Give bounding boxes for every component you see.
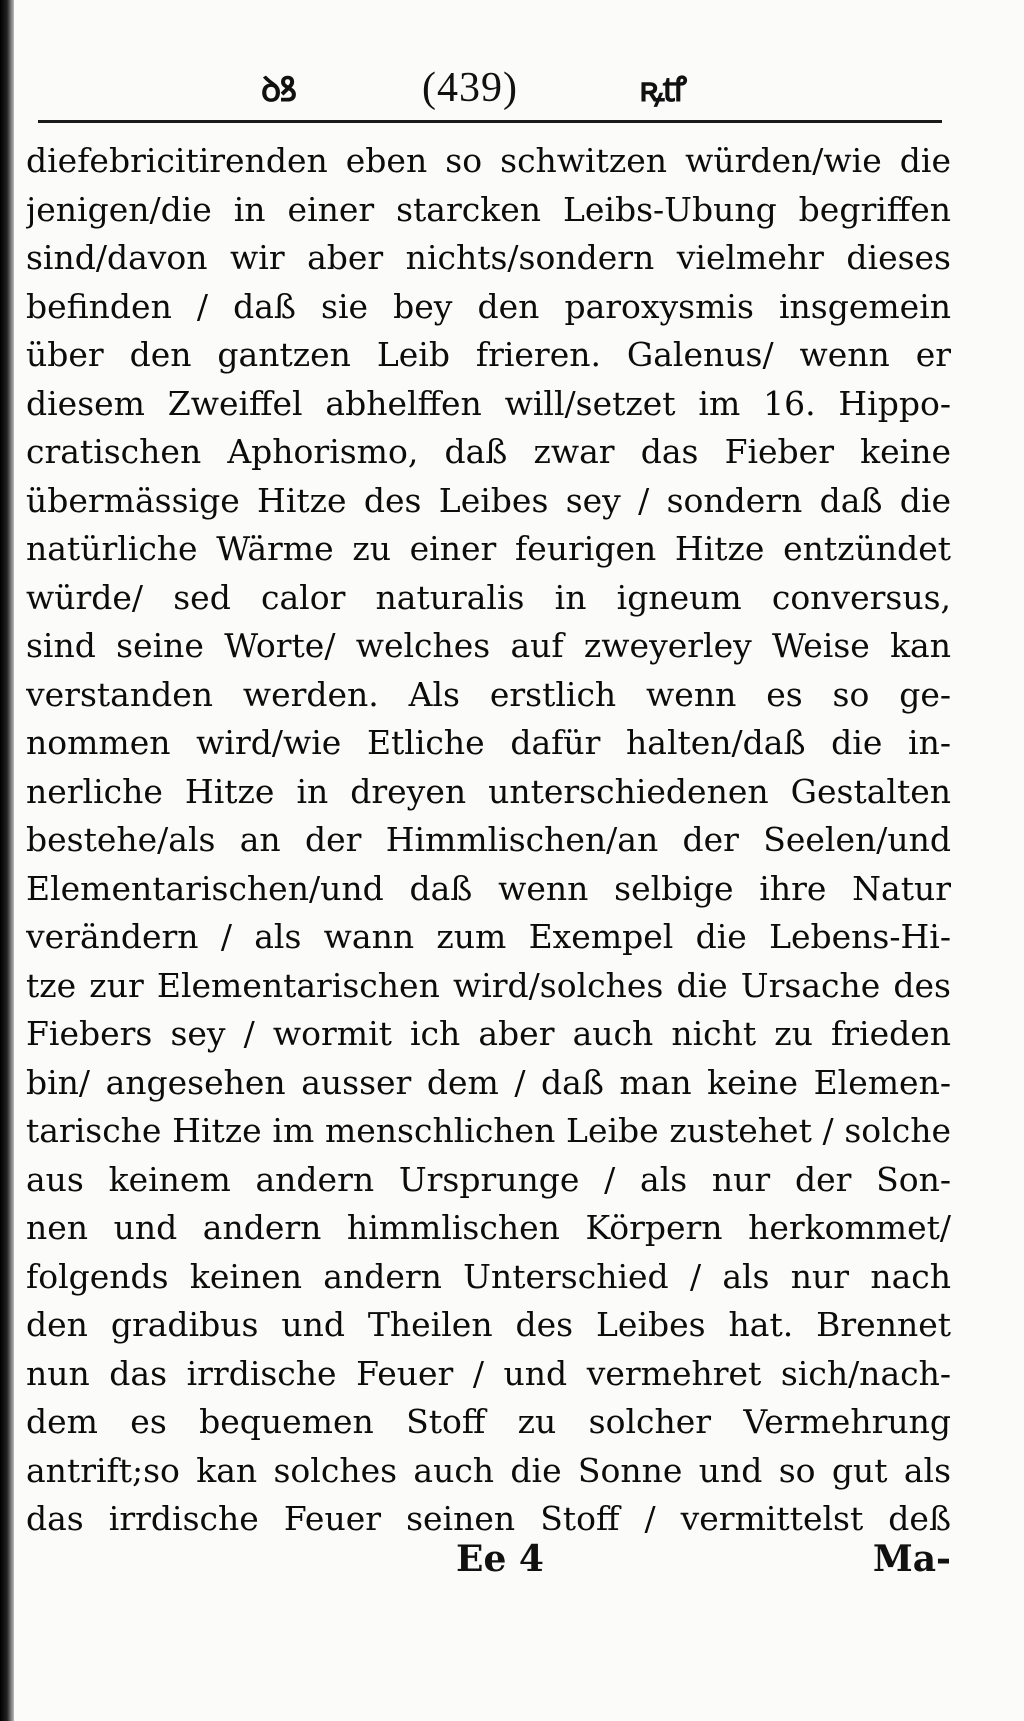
text-line: diefebricitirenden eben so schwitzen würden/wie die [26,141,951,180]
text-line: nerliche Hitze in dreyen unterschiedenen Gestalten [26,771,951,811]
header-rule [38,120,942,123]
page-footer [26,1538,951,1594]
text-line: dem es bequemen Stoff zu solcher Vermehrung [26,1402,951,1441]
text-line: befinden / daß sie bey den paroxysmis insgemein [26,286,951,326]
text-line: übermässige Hitze des Leibes sey / sondern daß die [26,480,951,520]
text-line: antrift;so kan solches auch die Sonne und so gut als [26,1450,951,1490]
text-line: jenigen/die in einer starcken Leibs-Ubung begriffen [26,189,951,229]
left-ornament: ꝺꝸ [260,70,296,110]
text-line: sind seine Worte/ welches auf zweyerley Weise kan [26,626,951,665]
text-line: nun das irrdische Feuer / und vermehret sich/nach- [26,1353,951,1393]
signature-mark: Ee 4 [456,1538,544,1580]
text-line: cratischen Aphorismo, daß zwar das Fieber keine [26,432,951,471]
text-line: folgends keinen andern Unterschied / als nur nach [26,1256,951,1296]
text-line: bestehe/als an der Himmlischen/an der Seelen/und [26,820,951,859]
text-line: aus keinem andern Ursprunge / als nur der Son- [26,1159,951,1199]
text-line: diesem Zweiffel abhelffen will/setzet im 16. Hippo- [26,383,951,423]
text-line: natürliche Wärme zu einer feurigen Hitze entzündet [26,529,951,568]
right-ornament: ꝶꝷ [639,70,685,110]
body-text [26,137,951,1544]
catchword: Ma- [872,1538,951,1580]
text-line: tze zur Elementarischen wird/solches die Ursache des [26,965,951,1005]
page-number: (439) [422,65,518,111]
running-head [240,60,700,116]
text-line: Elementarischen/und daß wenn selbige ihre Natur [26,868,951,908]
text-line: Fiebers sey / wormit ich aber auch nicht zu frieden [26,1014,951,1053]
text-line: bin/ angesehen ausser dem / daß man keine Elemen- [26,1062,951,1102]
text-line: verändern / als wann zum Exempel die Lebens-Hi- [26,917,951,956]
text-line: verstanden werden. Als erstlich wenn es so ge- [26,674,951,714]
text-line: nommen wird/wie Etliche dafür halten/daß die in- [26,723,951,762]
text-line: den gradibus und Theilen des Leibes hat. Brennet [26,1305,951,1344]
text-line: das irrdische Feuer seinen Stoff / vermittelst deß [26,1499,951,1538]
text-line: nen und andern himmlischen Körpern herkommet/ [26,1208,951,1247]
text-line: tarische Hitze im menschlichen Leibe zustehet / solche [26,1111,951,1150]
text-line: würde/ sed calor naturalis in igneum conversus, [26,577,951,617]
text-line: sind/davon wir aber nichts/sondern vielmehr dieses [26,238,951,277]
binding-shadow [0,0,14,1721]
text-line: über den gantzen Leib frieren. Galenus/ wenn er [26,335,951,374]
